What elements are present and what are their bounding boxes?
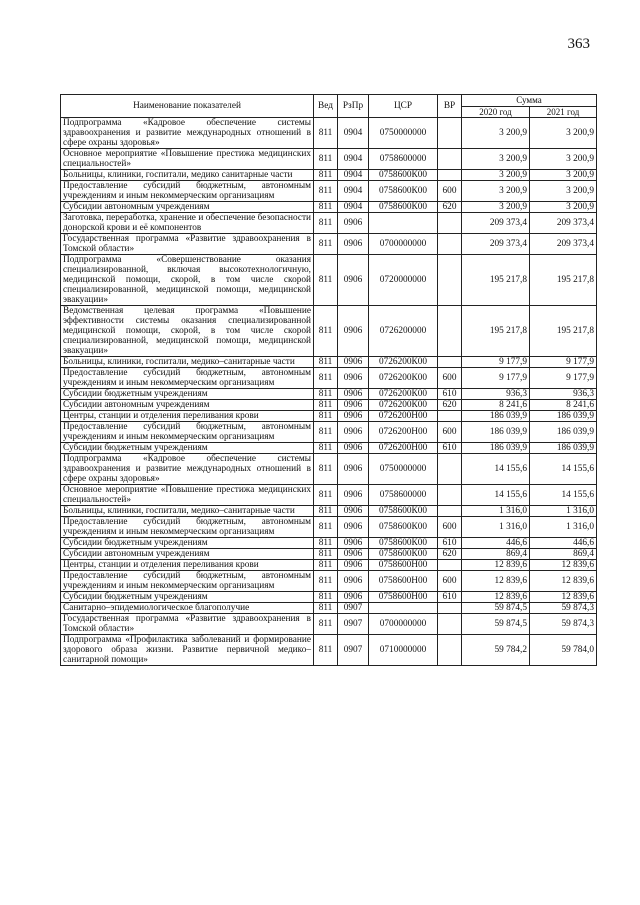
table-row xyxy=(61,149,597,170)
table-row xyxy=(61,506,597,517)
cell-sum-2020: 186 039,9 xyxy=(462,422,530,443)
header-name: Наименование показателей xyxy=(61,95,314,118)
table-header xyxy=(61,95,597,118)
cell-ved: 811 xyxy=(314,411,338,422)
cell-vr xyxy=(438,506,462,517)
cell-vr: 600 xyxy=(438,368,462,389)
cell-name: Заготовка, переработка, хранение и обеспечение безопасности донорской крови и её компонентов xyxy=(61,213,314,234)
cell-rzpr: 0906 xyxy=(338,213,369,234)
table-row xyxy=(61,181,597,202)
cell-name: Подпрограмма «Кадровое обеспечение системы здравоохранения и развитие международных отношений в сфере охраны здоровья» xyxy=(61,454,314,485)
cell-sum-2020: 1 316,0 xyxy=(462,506,530,517)
cell-ved: 811 xyxy=(314,443,338,454)
cell-sum-2020: 14 155,6 xyxy=(462,454,530,485)
cell-sum-2020: 8 241,6 xyxy=(462,400,530,411)
cell-ved: 811 xyxy=(314,181,338,202)
cell-vr: 620 xyxy=(438,202,462,213)
cell-vr: 610 xyxy=(438,389,462,400)
cell-sum-2020: 869,4 xyxy=(462,549,530,560)
cell-vr xyxy=(438,357,462,368)
cell-sum-2021: 59 874,3 xyxy=(530,603,597,614)
cell-name: Ведомственная целевая программа «Повышение эффективности системы оказания специализированной медицинской помощи, скорой, в том числе скорой специализированной, медицинской помощи, медицинской эвакуации» xyxy=(61,306,314,357)
cell-csr: 0758600К00 xyxy=(369,538,438,549)
table-row xyxy=(61,635,597,666)
cell-csr: 0750000000 xyxy=(369,118,438,149)
cell-ved: 811 xyxy=(314,422,338,443)
cell-rzpr: 0906 xyxy=(338,422,369,443)
cell-rzpr: 0907 xyxy=(338,614,369,635)
cell-rzpr: 0906 xyxy=(338,571,369,592)
cell-name: Основное мероприятие «Повышение престижа медицинских специальностей» xyxy=(61,149,314,170)
cell-vr: 610 xyxy=(438,443,462,454)
table-row xyxy=(61,170,597,181)
cell-sum-2021: 446,6 xyxy=(530,538,597,549)
table-row xyxy=(61,571,597,592)
table-row xyxy=(61,549,597,560)
cell-vr: 600 xyxy=(438,517,462,538)
cell-ved: 811 xyxy=(314,213,338,234)
cell-rzpr: 0906 xyxy=(338,255,369,306)
cell-sum-2020: 3 200,9 xyxy=(462,149,530,170)
cell-sum-2020: 186 039,9 xyxy=(462,443,530,454)
cell-rzpr: 0906 xyxy=(338,549,369,560)
cell-rzpr: 0904 xyxy=(338,118,369,149)
cell-sum-2021: 12 839,6 xyxy=(530,592,597,603)
cell-rzpr: 0906 xyxy=(338,306,369,357)
cell-sum-2021: 869,4 xyxy=(530,549,597,560)
cell-vr xyxy=(438,118,462,149)
cell-rzpr: 0904 xyxy=(338,181,369,202)
cell-rzpr: 0906 xyxy=(338,454,369,485)
cell-csr: 0758600000 xyxy=(369,485,438,506)
table-row xyxy=(61,306,597,357)
table-row xyxy=(61,255,597,306)
cell-sum-2020: 209 373,4 xyxy=(462,213,530,234)
cell-rzpr: 0906 xyxy=(338,560,369,571)
cell-ved: 811 xyxy=(314,306,338,357)
table-row xyxy=(61,538,597,549)
cell-ved: 811 xyxy=(314,517,338,538)
cell-sum-2020: 59 784,2 xyxy=(462,635,530,666)
cell-sum-2021: 8 241,6 xyxy=(530,400,597,411)
cell-csr: 0720000000 xyxy=(369,255,438,306)
cell-csr: 0726200К00 xyxy=(369,389,438,400)
cell-name: Подпрограмма «Профилактика заболеваний и формирование здорового образа жизни. Развитие первичной медико–санитарной помощи» xyxy=(61,635,314,666)
cell-csr: 0758600К00 xyxy=(369,181,438,202)
cell-vr xyxy=(438,454,462,485)
table-row xyxy=(61,560,597,571)
cell-ved: 811 xyxy=(314,368,338,389)
cell-rzpr: 0907 xyxy=(338,635,369,666)
cell-vr: 600 xyxy=(438,181,462,202)
cell-sum-2021: 209 373,4 xyxy=(530,234,597,255)
cell-sum-2021: 186 039,9 xyxy=(530,443,597,454)
table-row xyxy=(61,213,597,234)
cell-sum-2021: 12 839,6 xyxy=(530,571,597,592)
cell-sum-2021: 9 177,9 xyxy=(530,368,597,389)
table-row xyxy=(61,118,597,149)
cell-csr: 0726200Н00 xyxy=(369,411,438,422)
cell-name: Больницы, клиники, госпитали, медико–санитарные части xyxy=(61,506,314,517)
cell-ved: 811 xyxy=(314,202,338,213)
table-row xyxy=(61,400,597,411)
cell-rzpr: 0906 xyxy=(338,538,369,549)
cell-csr: 0700000000 xyxy=(369,614,438,635)
cell-sum-2020: 12 839,6 xyxy=(462,560,530,571)
cell-name: Субсидии бюджетным учреждениям xyxy=(61,443,314,454)
table-row xyxy=(61,202,597,213)
cell-sum-2020: 9 177,9 xyxy=(462,357,530,368)
cell-name: Предоставление субсидий бюджетным, автономным учреждениям и иным некоммерческим организациям xyxy=(61,571,314,592)
header-ved: Вед xyxy=(314,95,338,118)
cell-csr: 0758600К00 xyxy=(369,506,438,517)
cell-csr xyxy=(369,213,438,234)
cell-vr: 620 xyxy=(438,400,462,411)
cell-sum-2021: 3 200,9 xyxy=(530,202,597,213)
cell-name: Субсидии автономным учреждениям xyxy=(61,202,314,213)
page-number: 363 xyxy=(567,36,590,52)
cell-ved: 811 xyxy=(314,592,338,603)
cell-name: Больницы, клиники, госпитали, медико санитарные части xyxy=(61,170,314,181)
cell-sum-2021: 14 155,6 xyxy=(530,485,597,506)
table-row xyxy=(61,368,597,389)
table-row xyxy=(61,389,597,400)
cell-csr: 0726200000 xyxy=(369,306,438,357)
cell-rzpr: 0907 xyxy=(338,603,369,614)
cell-vr: 610 xyxy=(438,538,462,549)
header-vr: ВР xyxy=(438,95,462,118)
cell-ved: 811 xyxy=(314,560,338,571)
cell-sum-2020: 9 177,9 xyxy=(462,368,530,389)
cell-ved: 811 xyxy=(314,400,338,411)
cell-rzpr: 0906 xyxy=(338,368,369,389)
cell-csr: 0758600Н00 xyxy=(369,571,438,592)
cell-name: Больницы, клиники, госпитали, медико–санитарные части xyxy=(61,357,314,368)
cell-name: Санитарно–эпидемиологическое благополучие xyxy=(61,603,314,614)
cell-sum-2020: 3 200,9 xyxy=(462,170,530,181)
cell-csr: 0700000000 xyxy=(369,234,438,255)
cell-csr: 0758600Н00 xyxy=(369,560,438,571)
cell-vr xyxy=(438,170,462,181)
cell-sum-2020: 936,3 xyxy=(462,389,530,400)
cell-ved: 811 xyxy=(314,454,338,485)
table-row xyxy=(61,614,597,635)
cell-ved: 811 xyxy=(314,118,338,149)
cell-vr xyxy=(438,560,462,571)
cell-ved: 811 xyxy=(314,389,338,400)
cell-rzpr: 0906 xyxy=(338,592,369,603)
cell-name: Центры, станции и отделения переливания крови xyxy=(61,560,314,571)
cell-vr xyxy=(438,603,462,614)
cell-vr: 600 xyxy=(438,571,462,592)
cell-csr: 0710000000 xyxy=(369,635,438,666)
table-row xyxy=(61,411,597,422)
cell-rzpr: 0906 xyxy=(338,357,369,368)
cell-ved: 811 xyxy=(314,603,338,614)
cell-csr: 0726200К00 xyxy=(369,357,438,368)
cell-vr xyxy=(438,614,462,635)
cell-name: Предоставление субсидий бюджетным, автономным учреждениям и иным некоммерческим организациям xyxy=(61,517,314,538)
cell-rzpr: 0906 xyxy=(338,411,369,422)
cell-csr: 0758600Н00 xyxy=(369,592,438,603)
cell-sum-2021: 195 217,8 xyxy=(530,306,597,357)
table-row xyxy=(61,517,597,538)
header-sum: Сумма xyxy=(462,95,597,107)
cell-rzpr: 0904 xyxy=(338,149,369,170)
cell-name: Государственная программа «Развитие здравоохранения в Томской области» xyxy=(61,614,314,635)
cell-sum-2021: 14 155,6 xyxy=(530,454,597,485)
cell-sum-2020: 3 200,9 xyxy=(462,181,530,202)
cell-name: Предоставление субсидий бюджетным, автономным учреждениям и иным некоммерческим организациям xyxy=(61,368,314,389)
cell-sum-2021: 936,3 xyxy=(530,389,597,400)
cell-csr: 0726200К00 xyxy=(369,368,438,389)
cell-ved: 811 xyxy=(314,635,338,666)
cell-sum-2021: 1 316,0 xyxy=(530,506,597,517)
table-body xyxy=(61,118,597,666)
cell-csr: 0758600К00 xyxy=(369,170,438,181)
cell-vr xyxy=(438,149,462,170)
header-year-2021: 2021 год xyxy=(530,106,597,118)
cell-ved: 811 xyxy=(314,549,338,560)
cell-vr xyxy=(438,306,462,357)
cell-sum-2021: 195 217,8 xyxy=(530,255,597,306)
table-row xyxy=(61,357,597,368)
cell-ved: 811 xyxy=(314,506,338,517)
cell-ved: 811 xyxy=(314,614,338,635)
cell-sum-2021: 3 200,9 xyxy=(530,118,597,149)
cell-csr: 0758600000 xyxy=(369,149,438,170)
cell-vr: 600 xyxy=(438,422,462,443)
cell-name: Субсидии автономным учреждениям xyxy=(61,549,314,560)
cell-csr: 0726200К00 xyxy=(369,400,438,411)
cell-vr: 620 xyxy=(438,549,462,560)
cell-ved: 811 xyxy=(314,149,338,170)
cell-sum-2021: 186 039,9 xyxy=(530,411,597,422)
cell-vr xyxy=(438,635,462,666)
cell-name: Субсидии бюджетным учреждениям xyxy=(61,389,314,400)
cell-rzpr: 0906 xyxy=(338,443,369,454)
header-rzpr: РзПр xyxy=(338,95,369,118)
table-row xyxy=(61,592,597,603)
table-row xyxy=(61,454,597,485)
cell-ved: 811 xyxy=(314,234,338,255)
cell-rzpr: 0906 xyxy=(338,389,369,400)
cell-sum-2021: 3 200,9 xyxy=(530,181,597,202)
cell-csr: 0750000000 xyxy=(369,454,438,485)
cell-sum-2020: 3 200,9 xyxy=(462,118,530,149)
cell-sum-2021: 209 373,4 xyxy=(530,213,597,234)
cell-csr: 0726200Н00 xyxy=(369,443,438,454)
cell-sum-2021: 3 200,9 xyxy=(530,170,597,181)
cell-sum-2021: 186 039,9 xyxy=(530,422,597,443)
cell-sum-2021: 9 177,9 xyxy=(530,357,597,368)
cell-sum-2021: 59 874,3 xyxy=(530,614,597,635)
cell-vr xyxy=(438,234,462,255)
cell-sum-2020: 195 217,8 xyxy=(462,306,530,357)
header-year-2020: 2020 год xyxy=(462,106,530,118)
cell-ved: 811 xyxy=(314,255,338,306)
cell-rzpr: 0906 xyxy=(338,400,369,411)
cell-csr: 0758600К00 xyxy=(369,202,438,213)
cell-sum-2020: 59 874,5 xyxy=(462,603,530,614)
cell-name: Основное мероприятие «Повышение престижа медицинских специальностей» xyxy=(61,485,314,506)
cell-vr: 610 xyxy=(438,592,462,603)
cell-sum-2020: 1 316,0 xyxy=(462,517,530,538)
cell-name: Государственная программа «Развитие здравоохранения в Томской области» xyxy=(61,234,314,255)
header-csr: ЦСР xyxy=(369,95,438,118)
cell-name: Предоставление субсидий бюджетным, автономным учреждениям и иным некоммерческим организациям xyxy=(61,181,314,202)
cell-vr xyxy=(438,255,462,306)
table-row xyxy=(61,422,597,443)
cell-sum-2020: 59 874,5 xyxy=(462,614,530,635)
cell-name: Субсидии автономным учреждениям xyxy=(61,400,314,411)
cell-name: Субсидии бюджетным учреждениям xyxy=(61,538,314,549)
cell-vr xyxy=(438,213,462,234)
cell-csr: 0758600К00 xyxy=(369,549,438,560)
cell-vr xyxy=(438,485,462,506)
cell-ved: 811 xyxy=(314,357,338,368)
table-row xyxy=(61,485,597,506)
cell-rzpr: 0904 xyxy=(338,170,369,181)
cell-ved: 811 xyxy=(314,538,338,549)
cell-csr: 0758600К00 xyxy=(369,517,438,538)
cell-name: Субсидии бюджетным учреждениям xyxy=(61,592,314,603)
cell-ved: 811 xyxy=(314,485,338,506)
cell-vr xyxy=(438,411,462,422)
cell-csr: 0726200Н00 xyxy=(369,422,438,443)
cell-sum-2021: 1 316,0 xyxy=(530,517,597,538)
cell-sum-2020: 446,6 xyxy=(462,538,530,549)
cell-sum-2020: 12 839,6 xyxy=(462,592,530,603)
cell-rzpr: 0906 xyxy=(338,517,369,538)
cell-sum-2020: 3 200,9 xyxy=(462,202,530,213)
cell-rzpr: 0906 xyxy=(338,234,369,255)
cell-sum-2020: 12 839,6 xyxy=(462,571,530,592)
cell-csr xyxy=(369,603,438,614)
cell-name: Подпрограмма «Кадровое обеспечение системы здравоохранения и развитие международных отношений в сфере охраны здоровья» xyxy=(61,118,314,149)
budget-table xyxy=(60,94,597,666)
cell-sum-2020: 209 373,4 xyxy=(462,234,530,255)
cell-sum-2020: 195 217,8 xyxy=(462,255,530,306)
cell-sum-2020: 14 155,6 xyxy=(462,485,530,506)
table-row xyxy=(61,603,597,614)
cell-ved: 811 xyxy=(314,571,338,592)
table-row xyxy=(61,234,597,255)
cell-name: Предоставление субсидий бюджетным, автономным учреждениям и иным некоммерческим организациям xyxy=(61,422,314,443)
cell-sum-2021: 12 839,6 xyxy=(530,560,597,571)
cell-rzpr: 0906 xyxy=(338,485,369,506)
table-row xyxy=(61,443,597,454)
cell-rzpr: 0906 xyxy=(338,506,369,517)
cell-sum-2021: 59 784,0 xyxy=(530,635,597,666)
cell-rzpr: 0904 xyxy=(338,202,369,213)
cell-sum-2020: 186 039,9 xyxy=(462,411,530,422)
cell-name: Центры, станции и отделения переливания крови xyxy=(61,411,314,422)
cell-sum-2021: 3 200,9 xyxy=(530,149,597,170)
cell-ved: 811 xyxy=(314,170,338,181)
cell-name: Подпрограмма «Совершенствование оказания специализированной, включая высокотехнологичную, медицинской помощи, скорой, в том числе скорой специализированной, медицинской помощи, медицинской эвакуации» xyxy=(61,255,314,306)
